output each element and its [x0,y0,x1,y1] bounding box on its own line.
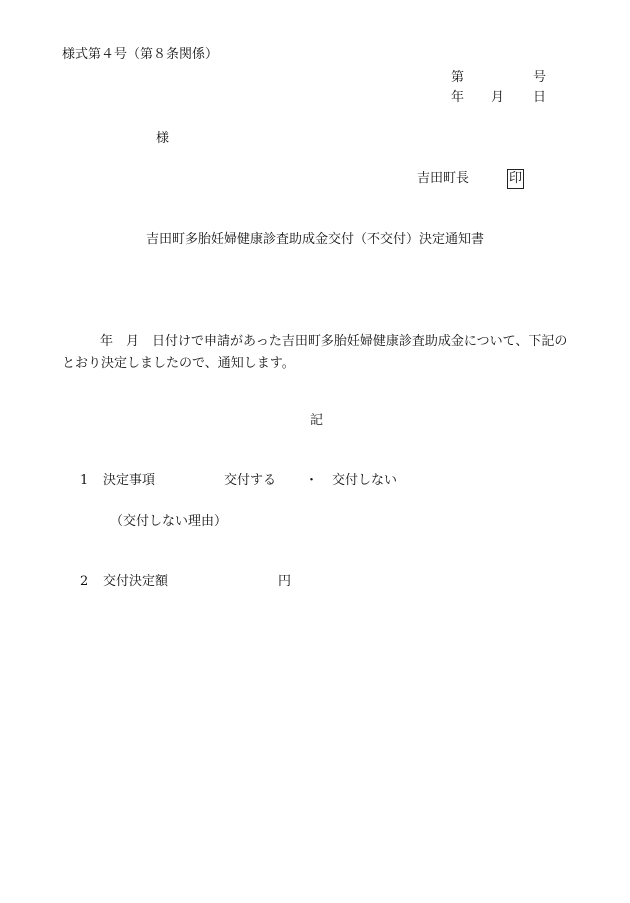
item-1-label: 決定事項 [103,473,156,488]
option-separator: ・ [305,473,319,488]
date-month: 月 [491,90,505,105]
date-year: 年 [451,90,465,105]
option-grant: 交付する [224,473,277,488]
item-2-label: 交付決定額 [103,574,169,589]
document-number-suffix: 号 [533,70,547,85]
document-title: 吉田町多胎妊婦健康診査助成金交付（不交付）決定通知書 [146,232,485,247]
amount-unit: 円 [278,574,292,589]
seal-mark: 印 [507,169,524,189]
ki-heading: 記 [310,413,324,428]
item-1-number: 1 [80,473,89,488]
form-number: 様式第４号（第８条関係） [62,47,219,62]
document-number-prefix: 第 [451,70,465,85]
issuer-seal [507,169,524,189]
deny-reason-label: （交付しない理由） [110,514,228,529]
date-day: 日 [533,90,547,105]
option-deny: 交付しない [332,473,398,488]
issuer-title: 吉田町長 [417,171,470,186]
item-2-number: 2 [80,574,89,589]
addressee-honorific: 様 [156,131,170,146]
body-paragraph: 年 月 日付けで申請があった吉田町多胎妊婦健康診査助成金について、下記のとおり決定しましたので、通知します。 [62,334,568,371]
